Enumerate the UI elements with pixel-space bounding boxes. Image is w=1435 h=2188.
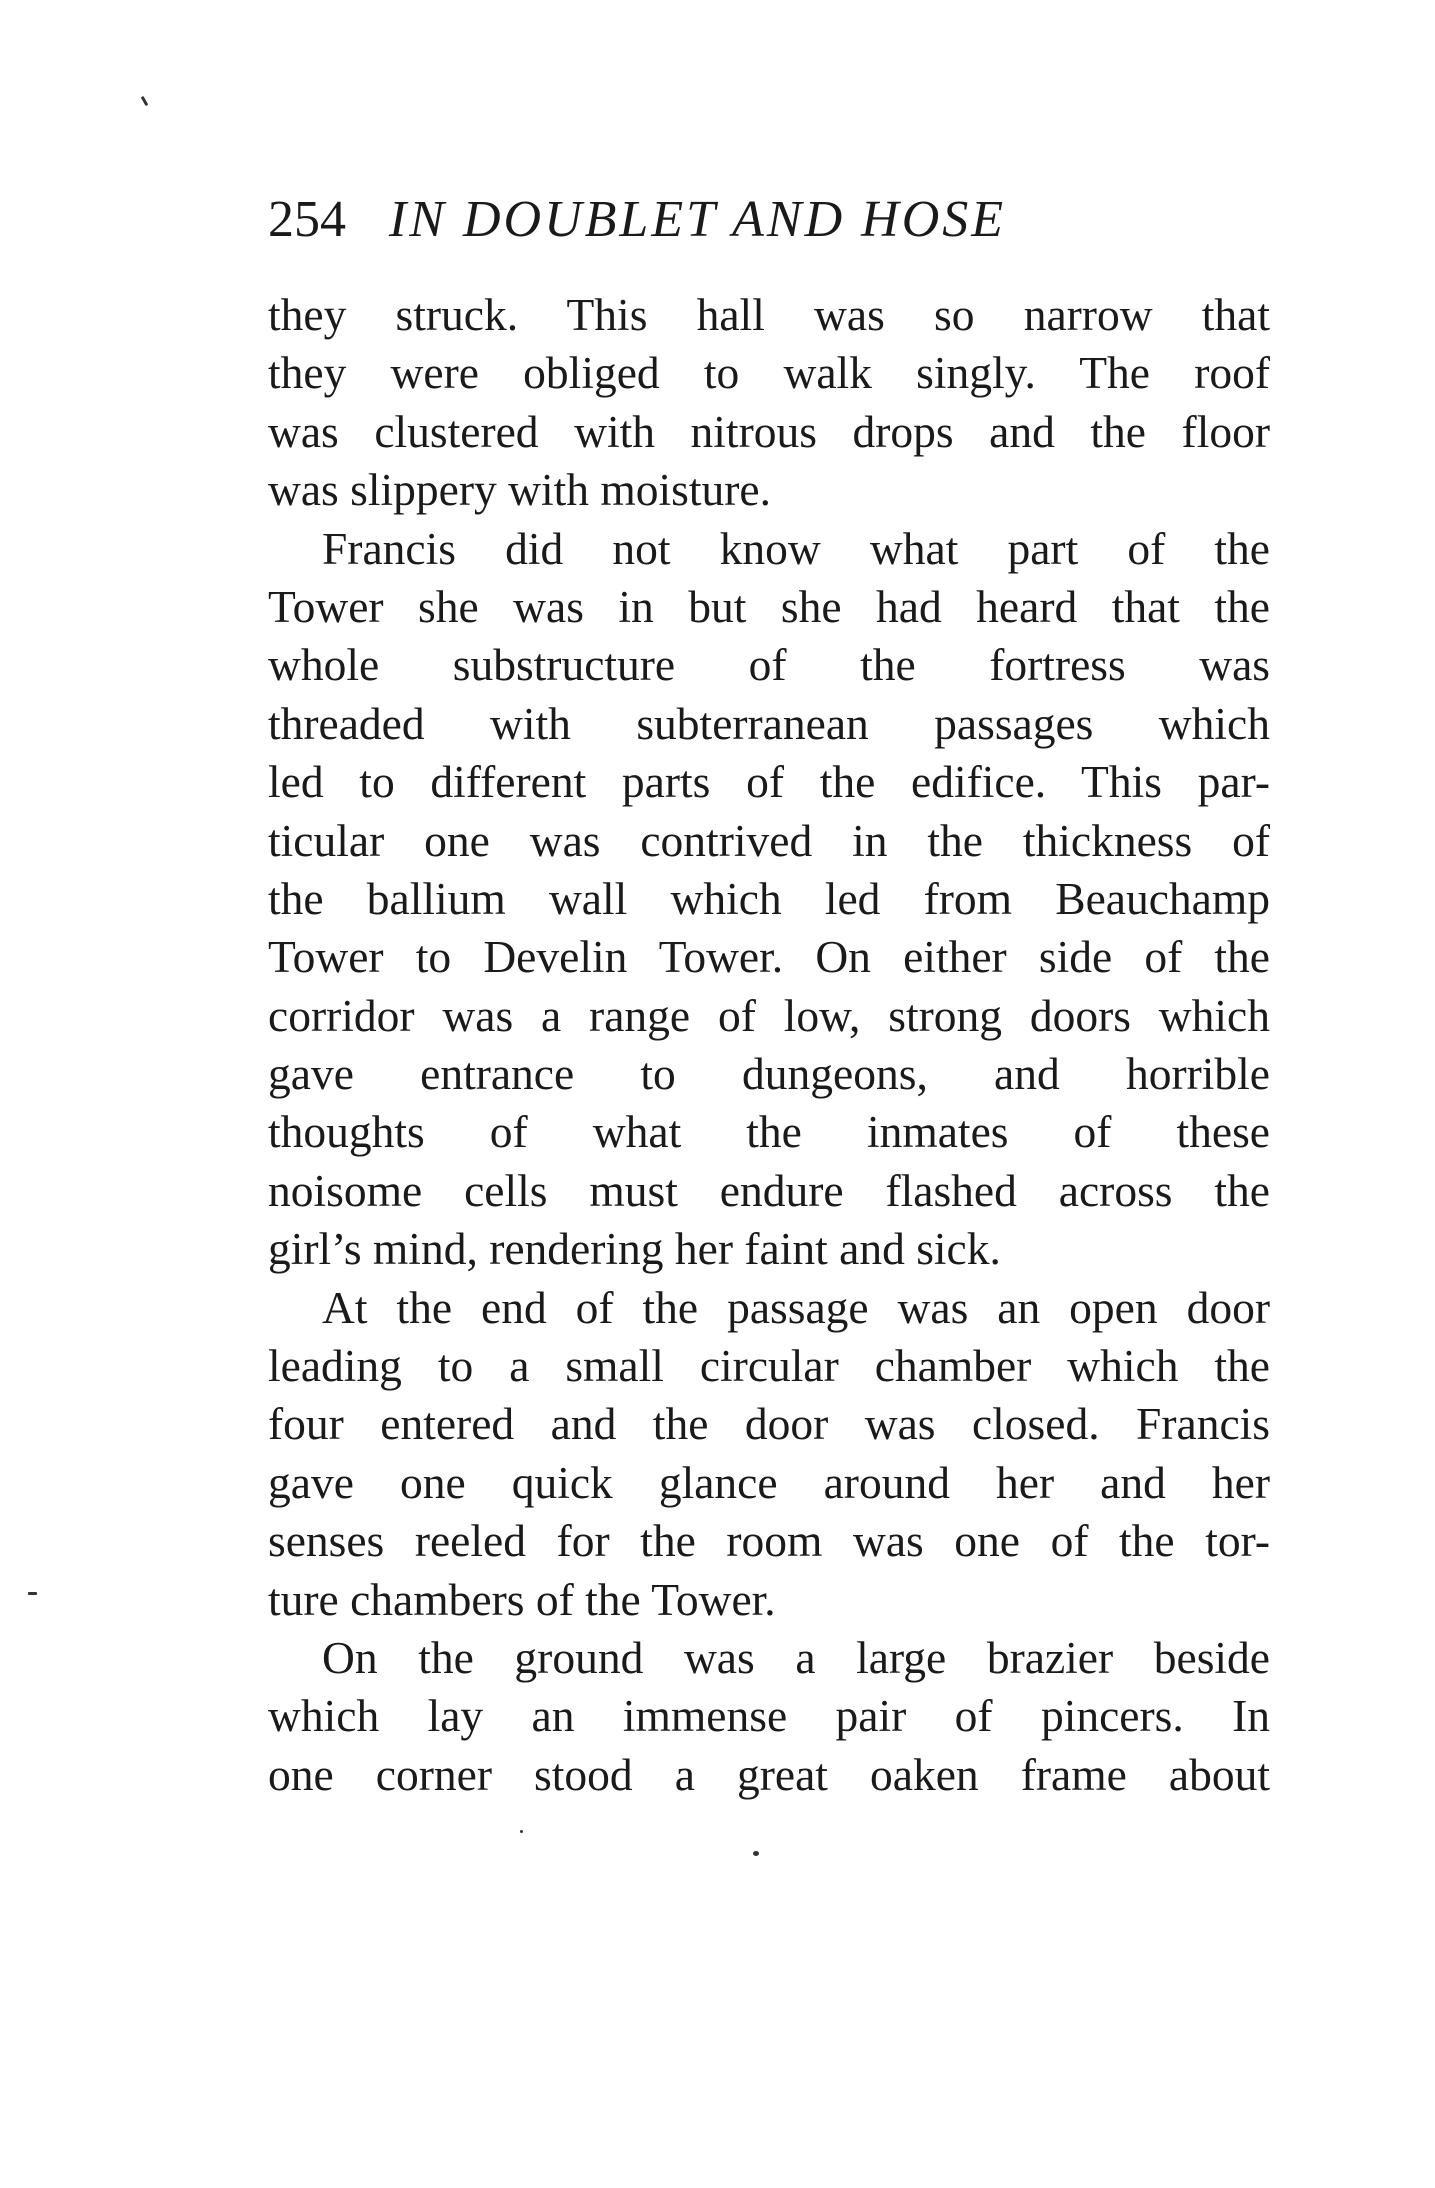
text-line: they were obliged to walk singly. The roof [268, 347, 1270, 399]
text-line: Tower she was in but she had heard that the [268, 580, 1270, 632]
body-text [268, 286, 1270, 1804]
page-number: 254 [268, 191, 346, 248]
text-line: four entered and the door was closed. Francis [268, 1398, 1270, 1450]
running-head [268, 185, 1268, 255]
text-line: which lay an immense pair of pincers. In [268, 1690, 1270, 1742]
text-line: ture chambers of the Tower. [268, 1573, 776, 1625]
text-line: the ballium wall which led from Beauchamp [268, 872, 1270, 924]
text-line: noisome cells must endure flashed across the [268, 1164, 1270, 1216]
text-line: ticular one was contrived in the thickness of [268, 814, 1270, 866]
scan-speck [141, 96, 149, 106]
scan-speck [520, 1830, 523, 1833]
text-line: leading to a small circular chamber which the [268, 1340, 1270, 1392]
text-line: senses reeled for the room was one of the tor- [268, 1515, 1270, 1567]
text-line: they struck. This hall was so narrow that [268, 289, 1270, 340]
text-line: girl’s mind, rendering her faint and sick. [268, 1223, 1001, 1275]
text-line: thoughts of what the inmates of these [268, 1106, 1270, 1158]
text-line: gave one quick glance around her and her [268, 1456, 1270, 1508]
text-line: whole substructure of the fortress was [268, 639, 1270, 691]
running-title: IN DOUBLET AND HOSE [389, 191, 1007, 248]
text-line: threaded with subterranean passages which [268, 697, 1270, 749]
text-line: Francis did not know what part of the [322, 522, 1270, 574]
text-line: Tower to Develin Tower. On either side of the [268, 931, 1270, 983]
text-line: one corner stood a great oaken frame about [268, 1748, 1270, 1800]
text-line: led to different parts of the edifice. This par- [268, 756, 1270, 808]
scan-speck [28, 1592, 37, 1595]
text-line: On the ground was a large brazier beside [322, 1631, 1270, 1683]
text-line: was clustered with nitrous drops and the floor [268, 405, 1270, 457]
text-line: was slippery with moisture. [268, 464, 771, 516]
text-line: At the end of the passage was an open door [322, 1281, 1270, 1333]
scan-speck [753, 1851, 759, 1856]
text-line: corridor was a range of low, strong doors which [268, 989, 1270, 1041]
text-line: gave entrance to dungeons, and horrible [268, 1048, 1270, 1100]
